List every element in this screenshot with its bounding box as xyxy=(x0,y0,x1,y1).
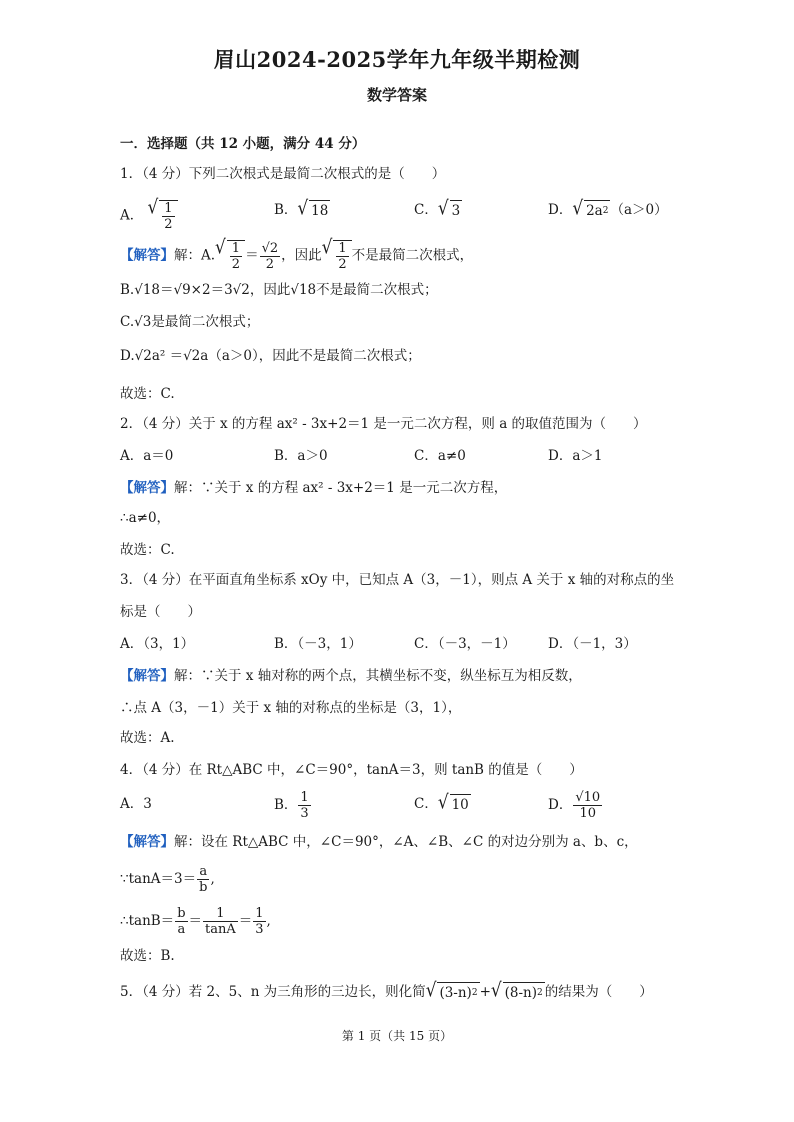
q3-answer: 故选：A. xyxy=(120,730,175,746)
q1-solution-line-4: D.√2a² ＝√2a（a＞0），因此不是最简二次根式； xyxy=(120,348,421,364)
page-footer: 第 1 页（共 15 页） xyxy=(341,1029,453,1043)
q3-solution-line-2: ∴点 A（3，－1）关于 x 轴的对称点的坐标是（3，1）， xyxy=(120,700,462,716)
q1-solution-line-2: B.√18＝√9×2＝3√2，因此√18不是最简二次根式； xyxy=(120,282,438,298)
q2-answer: 故选：C. xyxy=(120,542,175,558)
q2-option-b: B．a＞0 xyxy=(274,448,328,464)
q1-solution-line-3: C.√3是最简二次根式； xyxy=(120,314,260,330)
q1-solution-line-1: 【解答】解：A. √ $\frac{1}{2}$ ＝ $\frac{√2}{2}$ ，因此 √ $\frac{1}{2}$ 不是最简二次根式， xyxy=(120,235,474,272)
q1-option-a: A． √ $\frac{1}{2}$ xyxy=(120,200,178,232)
solution-tag: 【解答】 xyxy=(120,480,174,496)
q3-option-b: B．（－3，1） xyxy=(274,636,362,652)
q2-solution-line-1: 【解答】解：∵关于 x 的方程 ax² - 3x+2＝1 是一元二次方程， xyxy=(120,480,508,496)
q2-solution-line-2: ∴a≠0， xyxy=(120,510,171,526)
q3-option-c: C．（－3，－1） xyxy=(414,636,516,652)
q1-stem: 1．（4 分）下列二次根式是最简二次根式的是（ ） xyxy=(120,166,446,182)
q2-option-d: D．a＞1 xyxy=(548,448,603,464)
q4-option-c: C． √ 10 xyxy=(414,790,469,814)
q4-option-b: B． $\frac{1}{3}$ xyxy=(274,790,309,821)
q3-stem: 3．（4 分）在平面直角坐标系 xOy 中，已知点 A（3，－1），则点 A 关于 x 轴的对称点的坐 xyxy=(120,572,675,588)
q3-solution-line-1: 【解答】解：∵关于 x 轴对称的两个点，其横坐标不变，纵坐标互为相反数， xyxy=(120,668,582,684)
page-subtitle: 数学答案 xyxy=(366,86,427,104)
q4-option-d: D． $\frac{√10}{10}$ xyxy=(548,790,601,821)
q4-solution-line-1: 【解答】解：设在 Rt△ABC 中，∠C＝90°，∠A、∠B、∠C 的对边分别为 a、b、c， xyxy=(120,834,638,850)
q4-solution-line-2: ∵tanA＝3＝ $\frac{a}{b}$ , xyxy=(120,864,215,895)
section-heading: 一．选择题（共 12 小题，满分 44 分） xyxy=(120,136,366,152)
q2-stem: 2．（4 分）关于 x 的方程 ax² - 3x+2＝1 是一元二次方程，则 a 的取值范围为（ ） xyxy=(120,416,647,432)
q5-stem: 5．（4 分）若 2、5、n 为三角形的三边长，则化简 √ (3-n) 2 + √ (8-n) 2 的结果为（ ） xyxy=(120,978,653,1002)
solution-tag: 【解答】 xyxy=(120,834,174,850)
q2-option-a: A．a＝0 xyxy=(120,448,174,464)
solution-tag: 【解答】 xyxy=(120,247,174,264)
page-title: 眉山2024-2025学年九年级半期检测 xyxy=(213,47,581,72)
q3-option-d: D．（－1，3） xyxy=(548,636,637,652)
q4-answer: 故选：B. xyxy=(120,948,175,964)
q4-solution-line-3: ∴tanB＝ $\frac{b}{a}$ ＝ $\frac{1}{\tan A}$ ＝ $\frac{1}{3}$ , xyxy=(120,906,271,937)
q4-option-a: A．3 xyxy=(120,796,152,812)
solution-tag: 【解答】 xyxy=(120,668,174,684)
q4-stem: 4．（4 分）在 Rt△ABC 中，∠C＝90°，tanA＝3，则 tanB 的值是（ ） xyxy=(120,762,583,778)
q1-answer: 故选：C. xyxy=(120,386,175,402)
q2-option-c: C．a≠0 xyxy=(414,448,466,464)
q1-option-c: C． √ 3 xyxy=(414,196,461,220)
q1-option-d: D． √ 2a 2 （a＞0） xyxy=(548,196,668,220)
q1-option-b: B． √ 18 xyxy=(274,196,329,220)
q3-option-a: A．（3，1） xyxy=(120,636,195,652)
q3-stem-cont: 标是（ ） xyxy=(120,604,201,620)
